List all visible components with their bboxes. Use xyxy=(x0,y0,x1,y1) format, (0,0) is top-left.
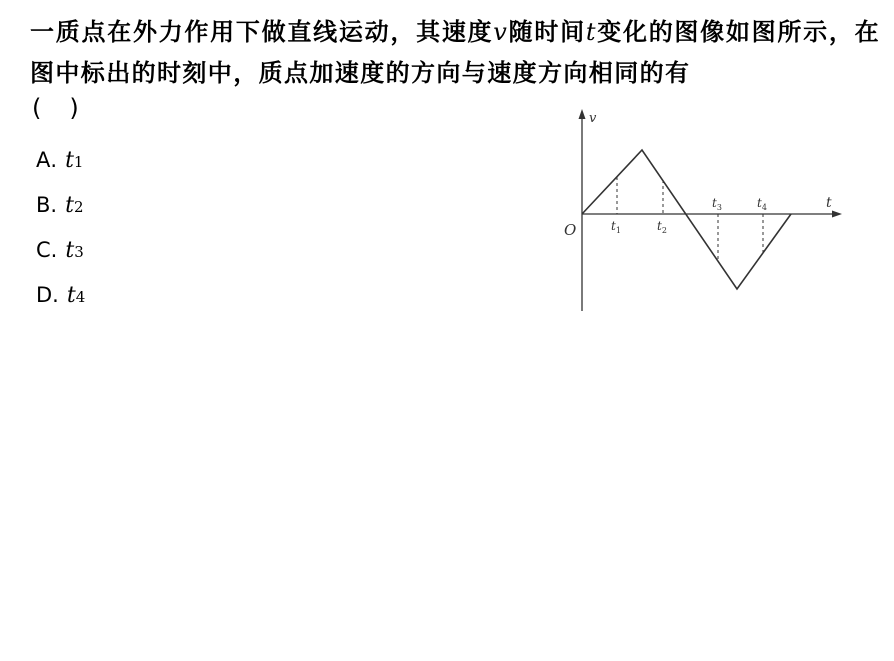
option-letter: B xyxy=(36,193,51,217)
t3-label: $t_3$ xyxy=(712,196,722,212)
option-b[interactable]: B . t 2 xyxy=(36,193,84,218)
option-subscript: 3 xyxy=(74,243,84,261)
time-symbol: t xyxy=(585,18,597,46)
option-d[interactable]: D . t 4 xyxy=(36,283,86,308)
option-symbol: t xyxy=(66,283,76,308)
t-axis-arrow xyxy=(832,211,842,218)
velocity-time-graph xyxy=(550,105,850,320)
question-text-part2: 随时间 xyxy=(508,18,586,46)
option-subscript: 1 xyxy=(73,153,84,171)
origin-label: O xyxy=(564,221,577,239)
t4-label: $t_4$ xyxy=(757,196,767,212)
option-symbol: t xyxy=(65,148,74,173)
answer-blank: ( ) xyxy=(32,94,81,122)
option-c[interactable]: C . t 3 xyxy=(36,238,84,263)
option-letter: C xyxy=(36,238,51,262)
option-letter: A xyxy=(36,148,51,172)
v-axis-label: v xyxy=(589,111,597,126)
v-axis-arrow xyxy=(579,109,586,119)
option-a[interactable]: A . t 1 xyxy=(36,148,84,173)
t2-label: $t_2$ xyxy=(657,219,667,235)
options-list xyxy=(36,148,85,328)
option-subscript: 4 xyxy=(75,288,86,306)
t-axis-label: t xyxy=(826,195,832,211)
question-stem xyxy=(30,12,880,94)
velocity-symbol: v xyxy=(493,18,509,46)
question-text-part3: 变化的图像如图所示，在图中标出的时刻中，质点加速度的方向与速度方向相同的有 xyxy=(30,18,880,87)
option-symbol: t xyxy=(65,193,74,218)
option-symbol: t xyxy=(65,238,75,263)
t1-label: $t_1$ xyxy=(611,219,621,235)
option-subscript: 2 xyxy=(73,198,84,216)
question-text-part1: 一质点在外力作用下做直线运动，其速度 xyxy=(30,18,494,46)
option-letter: D xyxy=(36,283,53,307)
